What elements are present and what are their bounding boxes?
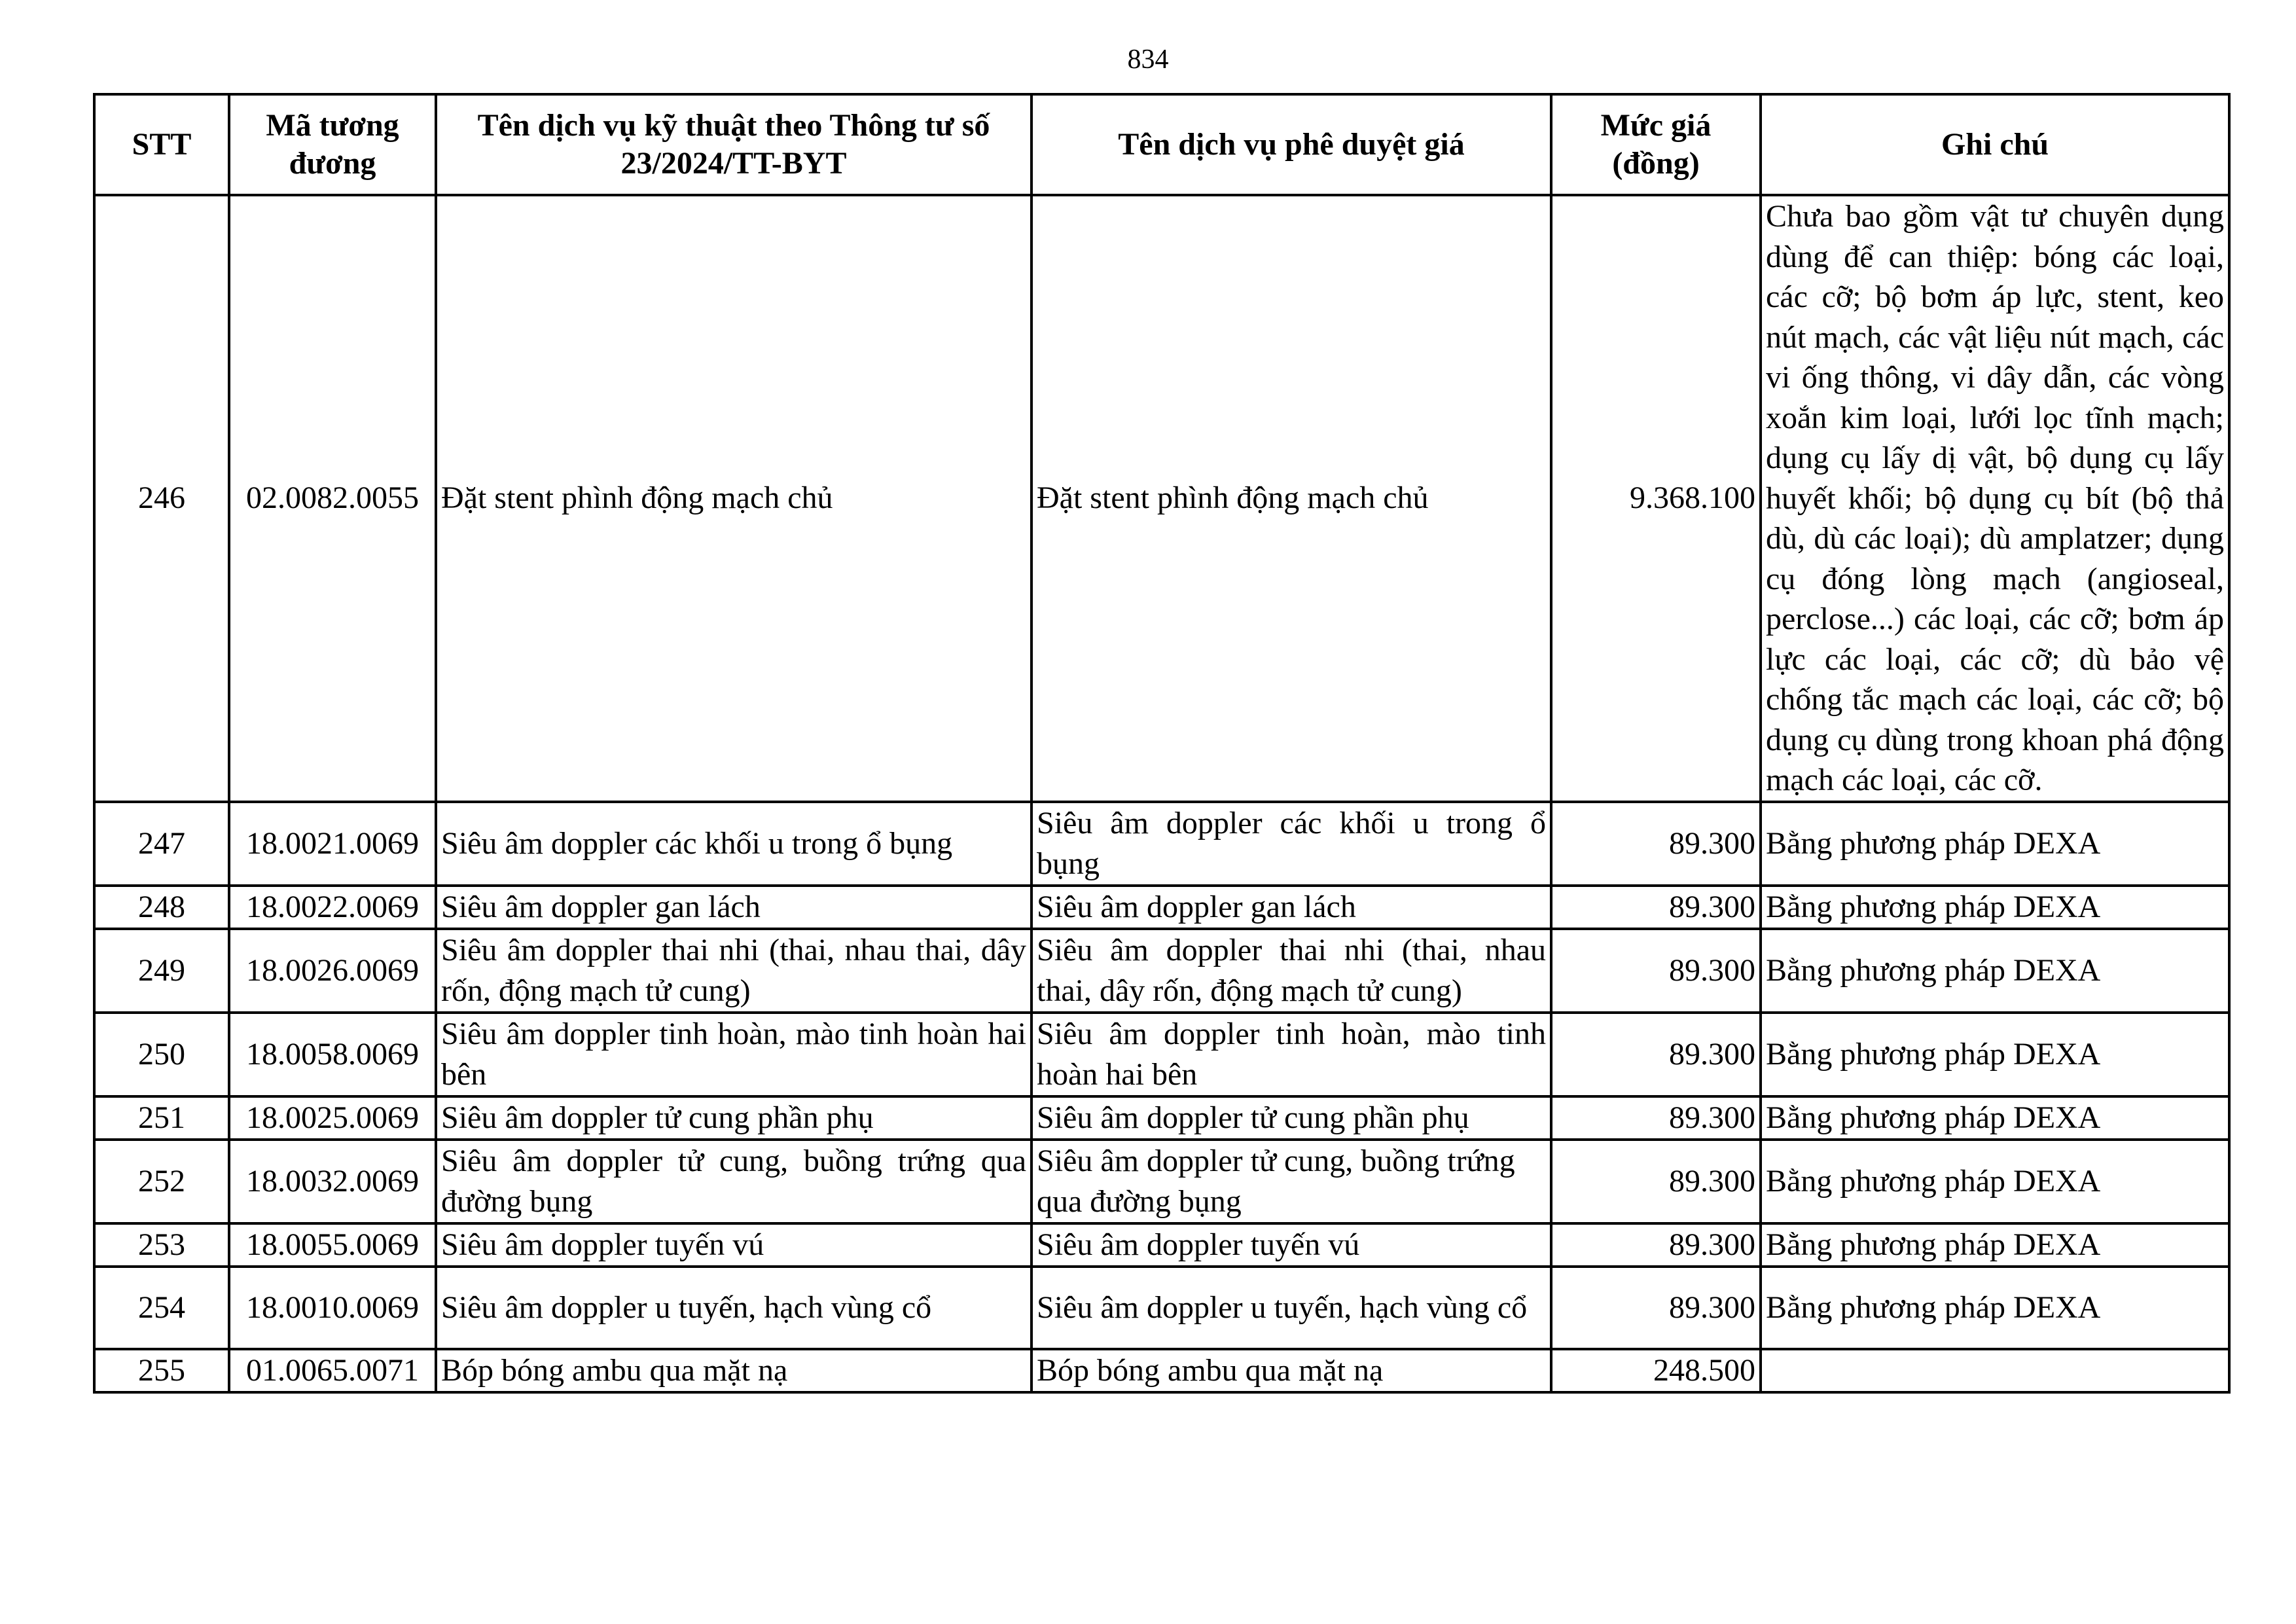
cell-price: 89.300 [1551,1267,1761,1349]
table-row [94,1267,2229,1349]
cell-stt: 250 [94,1013,229,1096]
table-row [94,802,2229,886]
cell-note: Bằng phương pháp DEXA [1761,886,2229,929]
cell-stt: 255 [94,1349,229,1392]
cell-note: Bằng phương pháp DEXA [1761,1013,2229,1096]
cell-service-name: Đặt stent phình động mạch chủ [436,195,1031,802]
cell-approved-name: Siêu âm doppler thai nhi (thai, nhau thai, dây rốn, động mạch tử cung) [1031,929,1551,1013]
cell-stt: 247 [94,802,229,886]
cell-price: 89.300 [1551,802,1761,886]
cell-note: Bằng phương pháp DEXA [1761,1096,2229,1140]
cell-service-name: Siêu âm doppler tinh hoàn, mào tinh hoàn hai bên [436,1013,1031,1096]
cell-code: 01.0065.0071 [229,1349,436,1392]
header-approved-name: Tên dịch vụ phê duyệt giá [1031,94,1551,195]
table-row [94,1013,2229,1096]
cell-note: Bằng phương pháp DEXA [1761,1223,2229,1267]
cell-price: 89.300 [1551,886,1761,929]
table-row [94,929,2229,1013]
cell-approved-name: Siêu âm doppler tử cung phần phụ [1031,1096,1551,1140]
cell-code: 18.0032.0069 [229,1140,436,1223]
cell-service-name: Siêu âm doppler tuyến vú [436,1223,1031,1267]
cell-code: 18.0022.0069 [229,886,436,929]
cell-note [1761,1349,2229,1392]
header-note: Ghi chú [1761,94,2229,195]
cell-service-name: Siêu âm doppler tử cung phần phụ [436,1096,1031,1140]
cell-stt: 248 [94,886,229,929]
cell-approved-name: Siêu âm doppler tinh hoàn, mào tinh hoàn hai bên [1031,1013,1551,1096]
cell-price: 89.300 [1551,929,1761,1013]
cell-note: Bằng phương pháp DEXA [1761,802,2229,886]
cell-service-name: Siêu âm doppler các khối u trong ổ bụng [436,802,1031,886]
cell-approved-name: Siêu âm doppler gan lách [1031,886,1551,929]
cell-price: 248.500 [1551,1349,1761,1392]
cell-price: 89.300 [1551,1223,1761,1267]
cell-approved-name: Siêu âm doppler các khối u trong ổ bụng [1031,802,1551,886]
page-number: 834 [1127,45,1169,75]
table-row [94,886,2229,929]
table-row [94,195,2229,802]
cell-note: Bằng phương pháp DEXA [1761,929,2229,1013]
cell-note: Bằng phương pháp DEXA [1761,1267,2229,1349]
table-row [94,1140,2229,1223]
cell-stt: 252 [94,1140,229,1223]
cell-price: 9.368.100 [1551,195,1761,802]
cell-service-name: Bóp bóng ambu qua mặt nạ [436,1349,1031,1392]
cell-stt: 254 [94,1267,229,1349]
cell-code: 18.0058.0069 [229,1013,436,1096]
cell-service-name: Siêu âm doppler u tuyến, hạch vùng cổ [436,1267,1031,1349]
cell-price: 89.300 [1551,1013,1761,1096]
cell-approved-name: Đặt stent phình động mạch chủ [1031,195,1551,802]
cell-note: Chưa bao gồm vật tư chuyên dụng dùng để can thiệp: bóng các loại, các cỡ; bộ bơm áp lực, stent, keo nút mạch, các vật liệu nút mạch, các vi ống thông, vi dây dẫn, các vòng xoắn kim loại, lưới lọc tĩnh mạch; dụng cụ lấy dị vật, bộ dụng cụ lấy huyết khối; bộ dụng cụ bít (bộ thả dù, dù các loại); dù amplatzer; dụng cụ đóng lòng mạch (angioseal, perclose...) các loại, các cỡ; bơm áp lực các loại, các cỡ; dù bảo vệ chống tắc mạch các loại, các cỡ; bộ dụng cụ dùng trong khoan phá động mạch các loại, các cỡ. [1761,195,2229,802]
cell-service-name: Siêu âm doppler tử cung, buồng trứng qua đường bụng [436,1140,1031,1223]
cell-code: 18.0025.0069 [229,1096,436,1140]
cell-stt: 246 [94,195,229,802]
table-row [94,1096,2229,1140]
cell-code: 02.0082.0055 [229,195,436,802]
table-row [94,1223,2229,1267]
header-stt: STT [94,94,229,195]
cell-service-name: Siêu âm doppler gan lách [436,886,1031,929]
header-service-name: Tên dịch vụ kỹ thuật theo Thông tư số 23/2024/TT-BYT [436,94,1031,195]
cell-code: 18.0026.0069 [229,929,436,1013]
cell-approved-name: Siêu âm doppler u tuyến, hạch vùng cổ [1031,1267,1551,1349]
cell-approved-name: Bóp bóng ambu qua mặt nạ [1031,1349,1551,1392]
cell-price: 89.300 [1551,1140,1761,1223]
cell-stt: 249 [94,929,229,1013]
cell-approved-name: Siêu âm doppler tuyến vú [1031,1223,1551,1267]
cell-approved-name: Siêu âm doppler tử cung, buồng trứng qua đường bụng [1031,1140,1551,1223]
cell-code: 18.0010.0069 [229,1267,436,1349]
cell-code: 18.0021.0069 [229,802,436,886]
price-table [93,93,2231,1394]
header-price: Mức giá (đồng) [1551,94,1761,195]
cell-code: 18.0055.0069 [229,1223,436,1267]
cell-note: Bằng phương pháp DEXA [1761,1140,2229,1223]
cell-stt: 251 [94,1096,229,1140]
header-row [94,94,2229,195]
header-code: Mã tương đương [229,94,436,195]
cell-stt: 253 [94,1223,229,1267]
cell-price: 89.300 [1551,1096,1761,1140]
table-row [94,1349,2229,1392]
cell-service-name: Siêu âm doppler thai nhi (thai, nhau thai, dây rốn, động mạch tử cung) [436,929,1031,1013]
